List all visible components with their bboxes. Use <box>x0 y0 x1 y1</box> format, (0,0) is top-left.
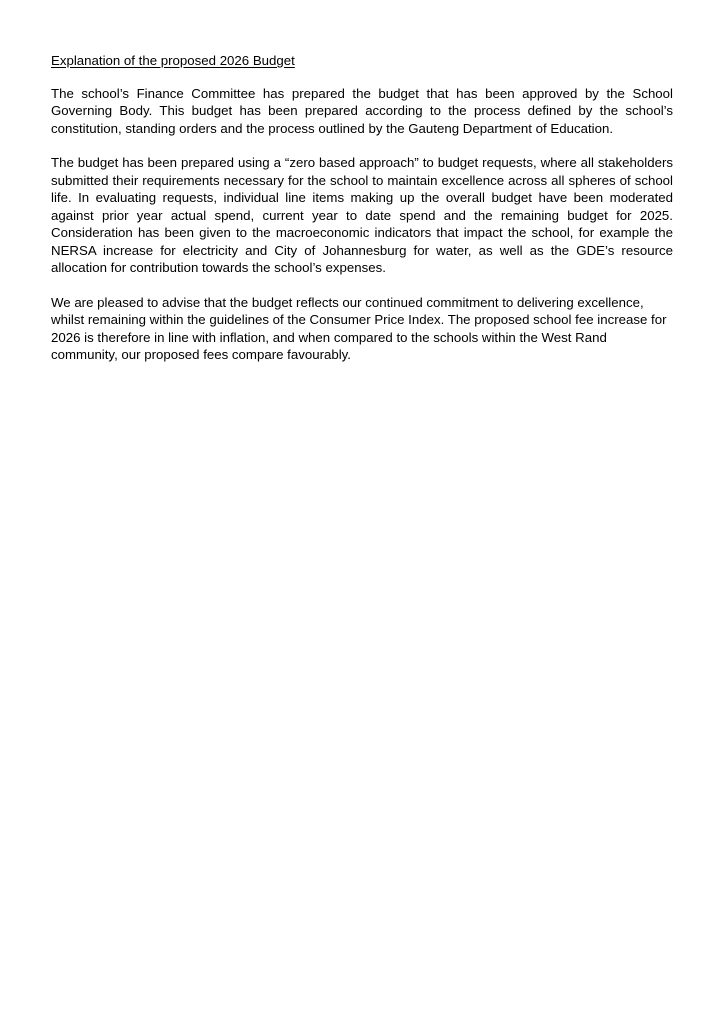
paragraph-fee-increase: We are pleased to advise that the budget reflects our continued commitment to delivering excellence, whilst remaining within the guidelines of the Consumer Price Index. The proposed school fee increase for 2026 is therefore in line with inflation, and when compared to the schools within the West Rand community, our proposed fees compare favourably. <box>51 294 667 362</box>
paragraph-zero-based-approach: The budget has been prepared using a “zero based approach” to budget requests, where all stakeholders submitted their requirements necessary for the school to maintain excellence across all spheres of school life. In evaluating requests, individual line items making up the overall budget have been moderated against prior year actual spend, current year to date spend and the remaining budget for 2025. Consideration has been given to the macroeconomic indicators that impact the school, for example the NERSA increase for electricity and City of Johannesburg for water, as well as the GDE’s resource allocation for contribution towards the school’s expenses. <box>51 155 673 275</box>
document-body <box>51 52 673 364</box>
paragraph-finance-committee: The school’s Finance Committee has prepared the budget that has been approved by the School Governing Body. This budget has been prepared according to the process defined by the school’s constitution, standing orders and the process outlined by the Gauteng Department of Education. <box>51 85 673 136</box>
document-heading: Explanation of the proposed 2026 Budget <box>51 53 295 68</box>
